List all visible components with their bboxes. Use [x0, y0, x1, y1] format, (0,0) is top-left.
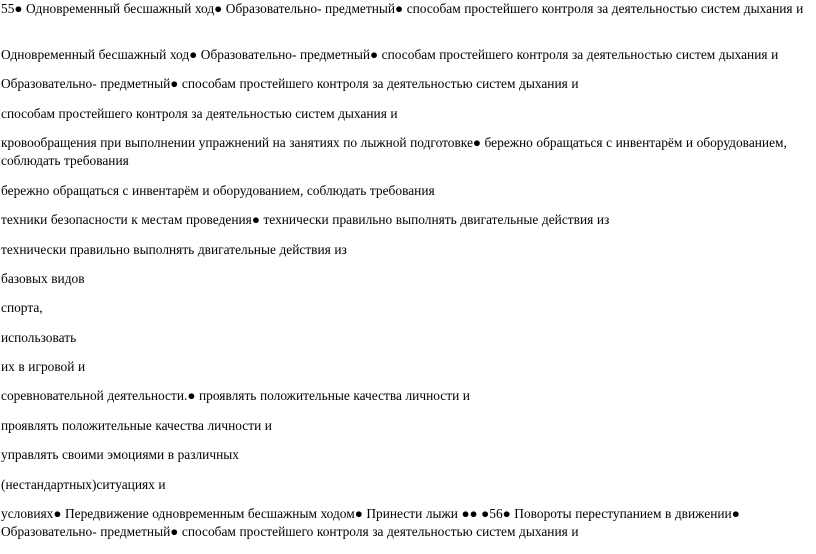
paragraph-10: спорта,	[1, 300, 43, 315]
paragraph-12: их в игровой и	[1, 359, 86, 374]
paragraph-11: использовать	[1, 330, 77, 345]
paragraph-5: кровообращения при выполнении упражнений на занятиях по лыжной подготовке● бережно обращаться с инвентарём и оборудованием, соблюдать требования	[1, 135, 787, 168]
paragraph-6: бережно обращаться с инвентарём и оборудованием, соблюдать требования	[1, 183, 435, 198]
paragraph-3: Образовательно- предметный● способам простейшего контроля за деятельностью систем дыхания и	[1, 76, 579, 91]
paragraph-17: условиях● Передвижение одновременным бесшажным ходом● Принести лыжи ●● ●56● Повороты переступанием в движении● Образовательно- предметный● способам простейшего контроля за деятельностью систем дыхания и	[1, 506, 740, 539]
paragraph-16: (нестандартных)ситуациях и	[1, 477, 166, 492]
paragraph-4: способам простейшего контроля за деятельностью систем дыхания и	[1, 106, 398, 121]
paragraph-1: 55● Одновременный бесшажный ход● Образовательно- предметный● способам простейшего контроля за деятельностью систем дыхания и	[1, 1, 804, 16]
paragraph-8: технически правильно выполнять двигательные действия из	[1, 242, 347, 257]
paragraph-9: базовых видов	[1, 271, 85, 286]
paragraph-2: Одновременный бесшажный ход● Образовательно- предметный● способам простейшего контроля за деятельностью систем дыхания и	[1, 47, 779, 62]
paragraph-15: управлять своими эмоциями в различных	[1, 447, 239, 462]
paragraph-14: проявлять положительные качества личности и	[1, 418, 272, 433]
paragraph-7: техники безопасности к местам проведения● технически правильно выполнять двигательные действия из	[1, 212, 610, 227]
paragraph-13: соревновательной деятельности.● проявлять положительные качества личности и	[1, 388, 470, 403]
